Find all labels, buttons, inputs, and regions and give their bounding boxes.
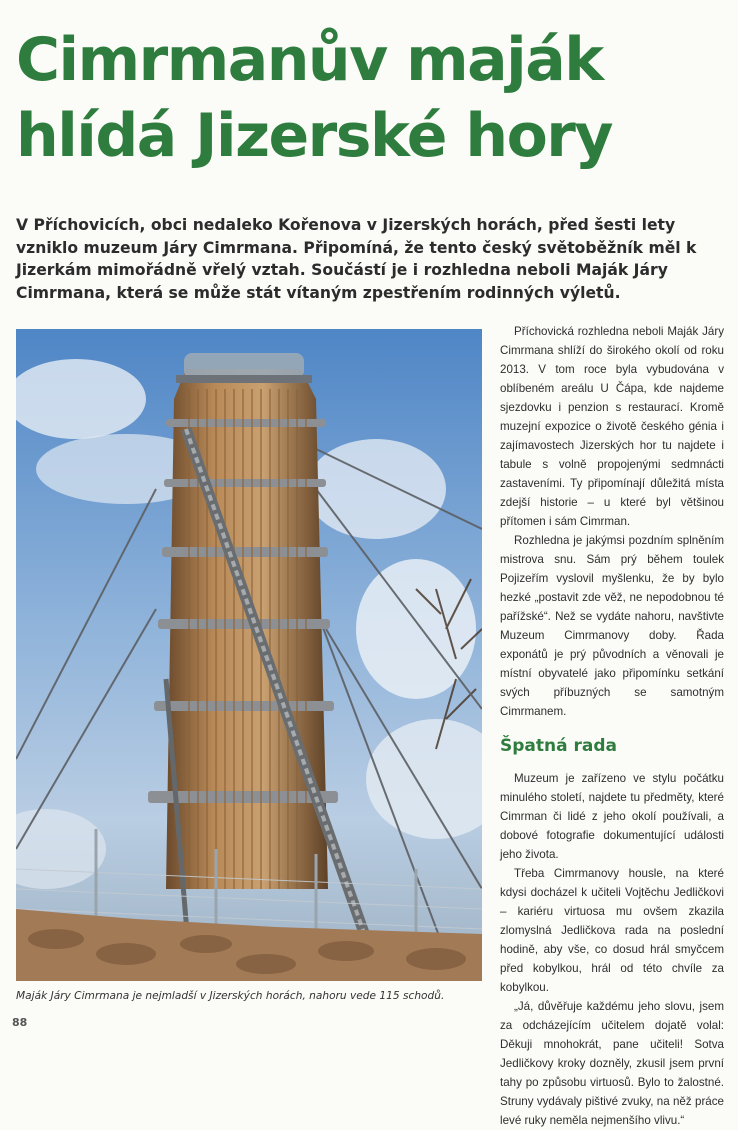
article-lede: V Příchovicích, obci nedaleko Kořenova v Jizerských horách, před šesti lety vzniklo muzeum Járy Cimrmana. Připomíná, že tento český světoběžník měl k Jizerkám mimořádně vřelý vztah. Součástí je i rozhledna neboli Maják Járy Cimrmana, která se může stát vítaným zpestřením rodinných výletů. (16, 216, 697, 302)
headline-line-2: hlídá Jizerské hory (16, 101, 612, 171)
article-paragraph: „Já, důvěřuje každému jeho slovu, jsem za odcházejícím učitelem dojatě volal: Děkuji mnohokrát, pane učiteli! Sotva Jedličkovy kroky dozněly, zkusil jsem první tahy po způsobu virtuosů. Bylo to žalostné. Struny vydávaly pištivé zvuky, na něž práce levé ruky neměla nejmenšího vlivu.“ (500, 1000, 724, 1127)
article-headline (16, 22, 731, 174)
page-number: 88 (12, 1016, 28, 1029)
photo-caption: Maják Járy Cimrmana je nejmladší v Jizerských horách, nahoru vede 115 schodů. (16, 990, 445, 1002)
article-subheading: Špatná rada (500, 736, 617, 756)
lighthouse-tower-photo (16, 329, 482, 981)
article-paragraph: Příchovická rozhledna neboli Maják Járy Cimrmana shlíží do širokého okolí od roku 2013. V tom roce byla vybudována v oblíbeném areálu U Čápa, kde najdeme sjezdovku i penzion s restaurací. Kromě muzejní expozice o životě českého génia i zajímavostech Jizerských hor tu najdete i tabule s volně propojenými sedmnácti zastaveními. Ty připomínají důležitá místa zdejší historie – u které byl většinou přítomen i sám Cimrman. (500, 325, 724, 528)
article-paragraph: Třeba Cimrmanovy housle, na které kdysi docházel k učiteli Vojtěchu Jedličkovi – kariéru virtuosa mu ovšem zkazila zlomyslná Jedličkova rada na poslední hodině, aby vše, co dosud hrál smyčcem před kobylkou, hrál od této chvíle za kobylkou. (500, 867, 724, 994)
article-paragraph: Rozhledna je jakýmsi pozdním splněním mistrova snu. Sám prý během toulek Pojizeřím vyslovil myšlenku, že by bylo hezké „postavit zde věž, ne nepodobnou té pařížské“. Než se vydáte nahoru, navštivte Muzeum Cimrmanovy doby. Řada exponátů je prý původních a věnovali je místní obyvatelé jako připomínku setkání svých příbuzných se samotným Cimrmanem. (500, 534, 724, 718)
article-paragraph: Muzeum je zařízeno ve stylu počátku minulého století, najdete tu předměty, které Cimrman či lidé z jeho okolí používali, a dobové fotografie dokumentující události jeho života. (500, 772, 724, 861)
headline-line-1: Cimrmanův maják (16, 25, 603, 95)
article-body-column (500, 322, 724, 1130)
